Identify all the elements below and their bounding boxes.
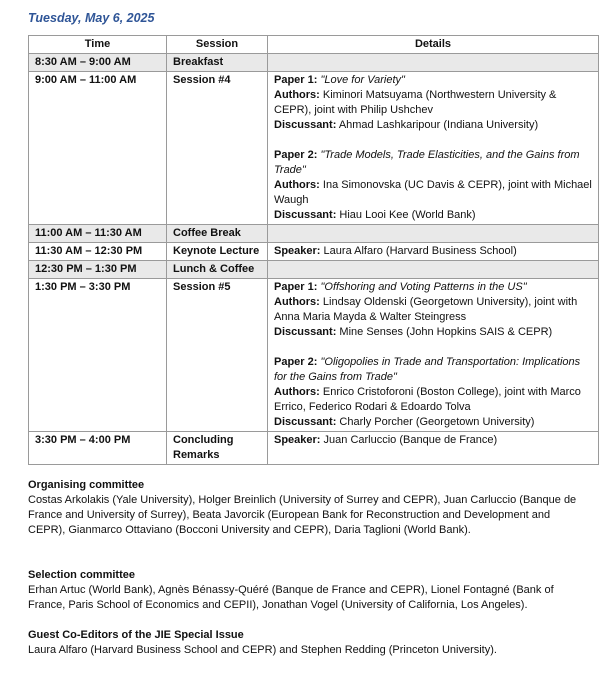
row-details bbox=[268, 54, 599, 72]
table-row bbox=[29, 54, 599, 72]
paper-authors: Lindsay Oldenski (Georgetown University), joint with Anna Maria Mayda & Walter Steingress bbox=[274, 296, 578, 323]
row-time: 9:00 AM – 11:00 AM bbox=[29, 72, 167, 225]
organising-committee-section bbox=[28, 478, 588, 538]
row-session: Keynote Lecture bbox=[167, 243, 268, 261]
paper-discussant-line bbox=[274, 118, 593, 133]
table-row bbox=[29, 243, 599, 261]
paper-discussant-line bbox=[274, 208, 593, 223]
table-row bbox=[29, 279, 599, 432]
discussant-label: Discussant: bbox=[274, 209, 337, 221]
authors-label: Authors: bbox=[274, 386, 320, 398]
column-header-details: Details bbox=[268, 36, 599, 54]
guest-editors-section bbox=[28, 628, 588, 658]
row-time: 11:30 AM – 12:30 PM bbox=[29, 243, 167, 261]
authors-label: Authors: bbox=[274, 89, 320, 101]
paper-label: Paper 2: bbox=[274, 356, 318, 368]
schedule-table bbox=[28, 35, 599, 465]
paper-discussant-line bbox=[274, 415, 593, 430]
row-details bbox=[268, 432, 599, 465]
page-date-heading: Tuesday, May 6, 2025 bbox=[28, 11, 155, 25]
table-row bbox=[29, 225, 599, 243]
discussant-label: Discussant: bbox=[274, 326, 337, 338]
table-row bbox=[29, 261, 599, 279]
speaker-label: Speaker: bbox=[274, 245, 321, 257]
row-details bbox=[268, 261, 599, 279]
paper-title-line bbox=[274, 355, 593, 385]
paper-title-line bbox=[274, 73, 593, 88]
committee-heading: Selection committee bbox=[28, 569, 135, 581]
row-session: Lunch & Coffee bbox=[167, 261, 268, 279]
row-time: 12:30 PM – 1:30 PM bbox=[29, 261, 167, 279]
discussant-label: Discussant: bbox=[274, 416, 337, 428]
paper-title-line bbox=[274, 148, 593, 178]
paper-title: "Love for Variety" bbox=[320, 74, 405, 86]
row-session: Session #4 bbox=[167, 72, 268, 225]
row-time: 1:30 PM – 3:30 PM bbox=[29, 279, 167, 432]
committee-heading: Organising committee bbox=[28, 479, 145, 491]
table-header-row bbox=[29, 36, 599, 54]
paper-title: "Offshoring and Voting Patterns in the US" bbox=[320, 281, 527, 293]
row-session: Session #5 bbox=[167, 279, 268, 432]
row-session: Breakfast bbox=[167, 54, 268, 72]
paper-authors: Ina Simonovska (UC Davis & CEPR), joint with Michael Waugh bbox=[274, 179, 592, 206]
row-session: Concluding Remarks bbox=[167, 432, 268, 465]
speaker-name: Juan Carluccio (Banque de France) bbox=[323, 434, 498, 446]
paper-authors-line bbox=[274, 295, 593, 325]
authors-label: Authors: bbox=[274, 296, 320, 308]
paper-authors: Enrico Cristoforoni (Boston College), joint with Marco Errico, Federico Rodari & Edoardo Tolva bbox=[274, 386, 581, 413]
paper-label: Paper 1: bbox=[274, 74, 318, 86]
row-details bbox=[268, 243, 599, 261]
paper-authors-line bbox=[274, 178, 593, 208]
paper-label: Paper 1: bbox=[274, 281, 318, 293]
speaker-name: Laura Alfaro (Harvard Business School) bbox=[323, 245, 517, 257]
paper-authors-line bbox=[274, 385, 593, 415]
committee-members: Costas Arkolakis (Yale University), Holger Breinlich (University of Surrey and CEPR), Juan Carluccio (Banque de France and University of Surrey), Beata Javorcik (European Bank for Reconstruction and Development and CEPR), Gianmarco Ottaviano (Bocconi University and CEPR), Daria Taglioni (World Bank). bbox=[28, 494, 577, 536]
committee-members: Laura Alfaro (Harvard Business School and CEPR) and Stephen Redding (Princeton University). bbox=[28, 644, 497, 656]
paper-authors: Kiminori Matsuyama (Northwestern University & CEPR), joint with Philip Ushchev bbox=[274, 89, 557, 116]
authors-label: Authors: bbox=[274, 179, 320, 191]
table-row bbox=[29, 432, 599, 465]
paper-discussant: Ahmad Lashkaripour (Indiana University) bbox=[338, 119, 539, 131]
paper-discussant: Charly Porcher (Georgetown University) bbox=[339, 416, 535, 428]
paper-discussant: Mine Senses (John Hopkins SAIS & CEPR) bbox=[339, 326, 553, 338]
paper-discussant: Hiau Looi Kee (World Bank) bbox=[339, 209, 476, 221]
row-session: Coffee Break bbox=[167, 225, 268, 243]
row-time: 8:30 AM – 9:00 AM bbox=[29, 54, 167, 72]
paper-authors-line bbox=[274, 88, 593, 118]
table-row bbox=[29, 72, 599, 225]
row-details bbox=[268, 279, 599, 432]
row-time: 3:30 PM – 4:00 PM bbox=[29, 432, 167, 465]
discussant-label: Discussant: bbox=[274, 119, 337, 131]
selection-committee-section bbox=[28, 568, 588, 613]
paper-title-line bbox=[274, 280, 593, 295]
committee-heading: Guest Co-Editors of the JIE Special Issue bbox=[28, 629, 244, 641]
paper-discussant-line bbox=[274, 325, 593, 340]
row-details bbox=[268, 225, 599, 243]
committee-members: Erhan Artuc (World Bank), Agnès Bénassy-Quéré (Banque de France and CEPR), Lionel Fontagné (Bank of France, Paris School of Economics and CEPII), Jonathan Vogel (University of California, Los Angeles). bbox=[28, 584, 554, 611]
row-time: 11:00 AM – 11:30 AM bbox=[29, 225, 167, 243]
row-details bbox=[268, 72, 599, 225]
speaker-label: Speaker: bbox=[274, 434, 321, 446]
paper-label: Paper 2: bbox=[274, 149, 318, 161]
column-header-session: Session bbox=[167, 36, 268, 54]
paper-title: "Oligopolies in Trade and Transportation: Implications for the Gains from Trade" bbox=[274, 356, 581, 383]
column-header-time: Time bbox=[29, 36, 167, 54]
paper-title: "Trade Models, Trade Elasticities, and the Gains from Trade" bbox=[274, 149, 580, 176]
